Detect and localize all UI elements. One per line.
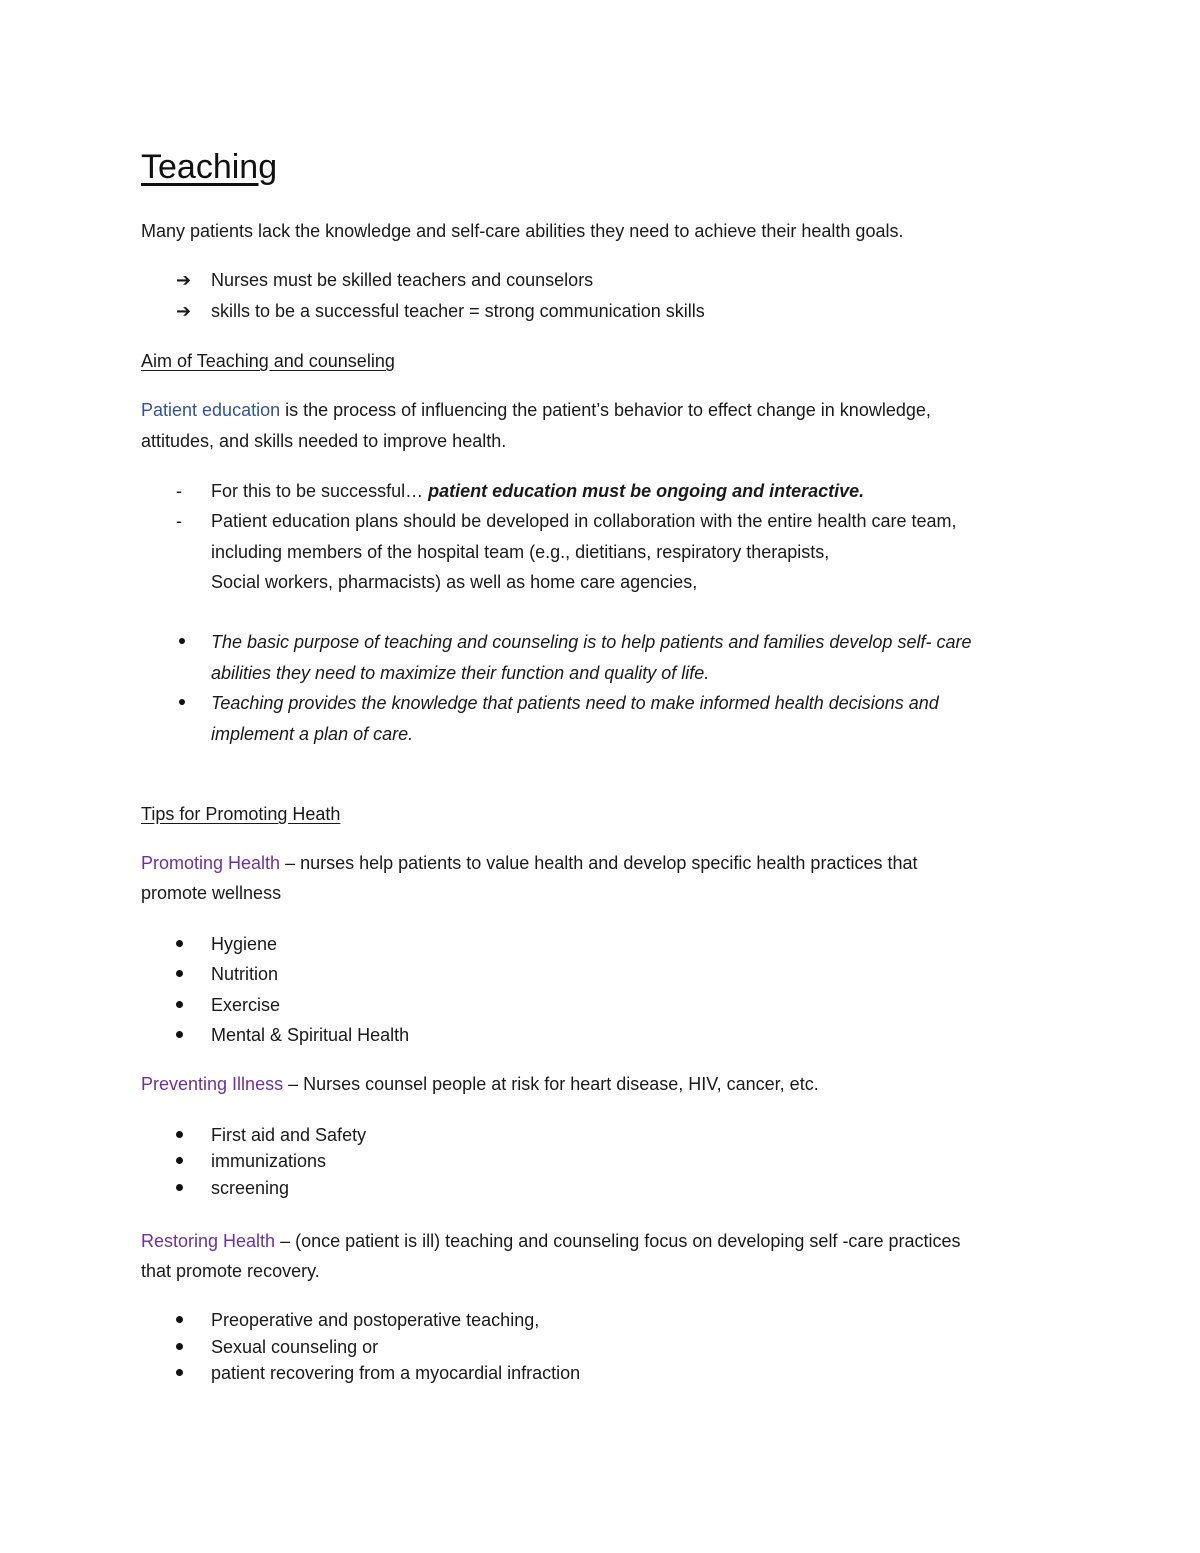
right-arrow-icon: ➔ bbox=[176, 270, 192, 290]
dash-list-item-line: including members of the hospital team (e.g., dietitians, respiratory therapists, bbox=[211, 542, 830, 562]
bullet-dot-icon bbox=[176, 1131, 183, 1138]
definition-text: – nurses help patients to value health and develop specific health practices that bbox=[280, 853, 918, 873]
list-item: Nutrition bbox=[211, 964, 279, 984]
dash-list-item-line: Social workers, pharmacists) as well as home care agencies, bbox=[211, 572, 698, 592]
list-item: Preoperative and postoperative teaching, bbox=[211, 1310, 540, 1330]
intro-paragraph: Many patients lack the knowledge and self-care abilities they need to achieve their health goals. bbox=[141, 221, 904, 241]
tips-heading: Tips for Promoting Heath bbox=[141, 804, 341, 824]
italic-bullet-line: abilities they need to maximize their function and quality of life. bbox=[211, 663, 710, 683]
bullet-dot-icon bbox=[176, 970, 183, 977]
dash-item-emphasis: patient education must be ongoing and interactive. bbox=[428, 481, 865, 501]
italic-bullet-line: Teaching provides the knowledge that patients need to make informed health decisions and bbox=[211, 693, 939, 713]
dash-item-text: For this to be successful… bbox=[211, 481, 429, 501]
dash-bullet: - bbox=[176, 511, 182, 531]
bullet-dot-icon bbox=[176, 1184, 183, 1191]
bullet-dot-icon bbox=[179, 638, 185, 644]
bullet-dot-icon bbox=[176, 1157, 183, 1164]
dash-bullet: - bbox=[176, 481, 182, 501]
definition-text: – (once patient is ill) teaching and counseling focus on developing self -care practices bbox=[275, 1231, 961, 1251]
italic-bullet-line: The basic purpose of teaching and counseling is to help patients and families develop self- care bbox=[211, 632, 972, 652]
dash-list-item-line: Patient education plans should be developed in collaboration with the entire health care team, bbox=[211, 511, 957, 531]
definition-continuation: promote wellness bbox=[141, 883, 282, 903]
page-title: Teaching bbox=[141, 148, 278, 186]
definition-text: is the process of influencing the patient’s behavior to effect change in knowledge, bbox=[280, 400, 931, 420]
italic-bullet-line: implement a plan of care. bbox=[211, 724, 414, 744]
preventing-illness-term: Preventing Illness bbox=[141, 1074, 284, 1094]
list-item: immunizations bbox=[211, 1151, 327, 1171]
list-item: Sexual counseling or bbox=[211, 1337, 379, 1357]
restoring-health-definition bbox=[141, 1230, 960, 1252]
patient-education-definition bbox=[141, 399, 931, 421]
list-item: patient recovering from a myocardial infraction bbox=[211, 1363, 581, 1383]
bullet-dot-icon bbox=[176, 1343, 183, 1350]
right-arrow-icon: ➔ bbox=[176, 301, 192, 321]
bullet-dot-icon bbox=[176, 940, 183, 947]
definition-text: – Nurses counsel people at risk for heart disease, HIV, cancer, etc. bbox=[283, 1074, 819, 1094]
bullet-dot-icon bbox=[176, 1001, 183, 1008]
dash-list-item bbox=[211, 480, 864, 502]
list-item: Exercise bbox=[211, 995, 281, 1015]
bullet-dot-icon bbox=[179, 699, 185, 705]
list-item: First aid and Safety bbox=[211, 1125, 367, 1145]
bullet-dot-icon bbox=[176, 1369, 183, 1376]
bullet-dot-icon bbox=[176, 1316, 183, 1323]
list-item: Mental & Spiritual Health bbox=[211, 1025, 410, 1045]
list-item: screening bbox=[211, 1178, 290, 1198]
definition-continuation: that promote recovery. bbox=[141, 1261, 320, 1281]
arrow-list-item: Nurses must be skilled teachers and counselors bbox=[211, 270, 594, 290]
preventing-illness-definition bbox=[141, 1073, 819, 1095]
promoting-health-definition bbox=[141, 852, 918, 874]
list-item: Hygiene bbox=[211, 934, 278, 954]
patient-education-term: Patient education bbox=[141, 400, 281, 420]
aim-heading: Aim of Teaching and counseling bbox=[141, 351, 395, 371]
bullet-dot-icon bbox=[176, 1031, 183, 1038]
promoting-health-term: Promoting Health bbox=[141, 853, 281, 873]
arrow-list-item: skills to be a successful teacher = strong communication skills bbox=[211, 301, 705, 321]
definition-continuation: attitudes, and skills needed to improve health. bbox=[141, 431, 507, 451]
restoring-health-term: Restoring Health bbox=[141, 1231, 276, 1251]
